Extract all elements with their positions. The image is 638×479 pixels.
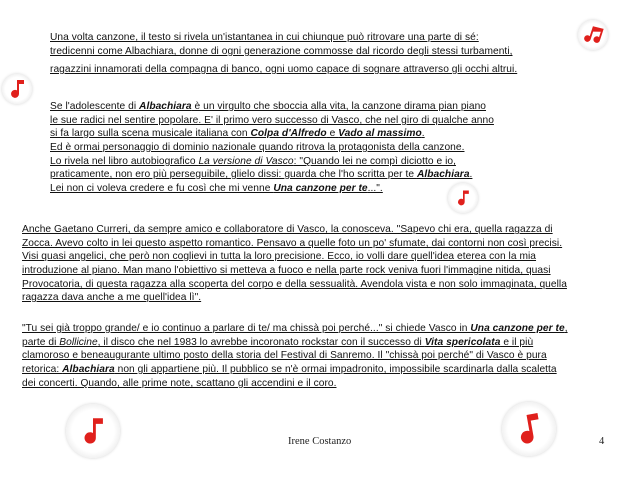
text-line: Se l'adolescente di Albachiara è un virgulto che sboccia alla vita, la canzone dirama pian piano — [50, 101, 487, 112]
text-line: retorica: Albachiara non gli appartiene più. Il pubblico se n'è ormai impadronito, impossibile scardinarla dalla scaletta — [22, 364, 557, 375]
text-line: Lei non ci voleva credere e fu così che mi venne Una canzone per te...". — [50, 183, 383, 194]
text-line: Ed è ormai personaggio di dominio nazionale quando ritrova la protagonista della canzone. — [50, 142, 465, 153]
music-note-icon — [448, 183, 478, 213]
music-note-icon — [66, 404, 120, 458]
text-line: praticamente, non ero più perseguibile, glielo dissi: guarda che l'ho scritta per te Albachiara. — [50, 169, 473, 180]
text-line: Lo rivela nel libro autobiografico La versione di Vasco: "Quando lei ne compì diciotto e io, — [50, 156, 456, 167]
music-note-icon — [574, 16, 612, 54]
text-line: Visi quasi angelici, che però non coglievi in tutta la loro precisione. Ecco, io volli dare quell'idea eterea con la mia — [22, 251, 537, 262]
text-line: ragazza dava anche a me quell'idea lì". — [22, 292, 202, 303]
text-line: le sue radici nel sentire popolare. E' il primo vero successo di Vasco, che nel giro di qualche anno — [50, 115, 494, 126]
text-line: "Tu sei già troppo grande/ e io continuo a parlare di te/ ma chissà poi perché..." si chiede Vasco in Una canzone per te, — [22, 323, 568, 334]
text-line: clamoroso e beneaugurante ultimo posto della storia del Festival di Sanremo. Il "chissà poi perché" di Vasco è pura — [22, 350, 547, 361]
text-line: si fa largo sulla scena musicale italiana con Colpa d'Alfredo e Vado al massimo. — [50, 128, 425, 139]
text-line: Zocca. Avevo colto in lei questo aspetto romantico. Pensavo a quelle foto un po' sfumate, dai contorni non così precisi. — [22, 238, 563, 249]
text-line: parte di Bollicine, il disco che nel 1983 lo avrebbe incoronato rockstar con il successo di Vita spericolata e il più — [22, 337, 534, 348]
music-note-icon — [2, 74, 32, 104]
text-line: Provocatoria, di questa ragazza alla scoperta del corpo e della sessualità. Avendola vista e non solo immaginata, quella — [22, 279, 567, 290]
text-line: dei concerti. Quando, alle prime note, scattano gli accendini e il coro. — [22, 378, 337, 389]
music-note-icon — [498, 398, 561, 461]
text-line: Una volta canzone, il testo si rivela un'istantanea in cui chiunque può ritrovare una parte di sé: — [50, 32, 479, 43]
text-line: tredicenni come Albachiara, donne di ogni generazione commosse dal ricordo degli stessi turbamenti, — [50, 46, 513, 57]
text-line: ragazzini innamorati della compagna di banco, ogni uomo capace di sognare attraverso gli occhi altrui. — [50, 64, 518, 75]
text-line: Anche Gaetano Curreri, da sempre amico e collaboratore di Vasco, la conosceva. "Sapevo chi era, quella ragazza di — [22, 224, 553, 235]
text-line: introduzione al piano. Man mano l'obiettivo si metteva a fuoco e nella parte rock veniva fuori l'immagine nitida, quasi — [22, 265, 551, 276]
footer-author: Irene Costanzo — [288, 436, 352, 447]
page-number: 4 — [599, 436, 605, 447]
